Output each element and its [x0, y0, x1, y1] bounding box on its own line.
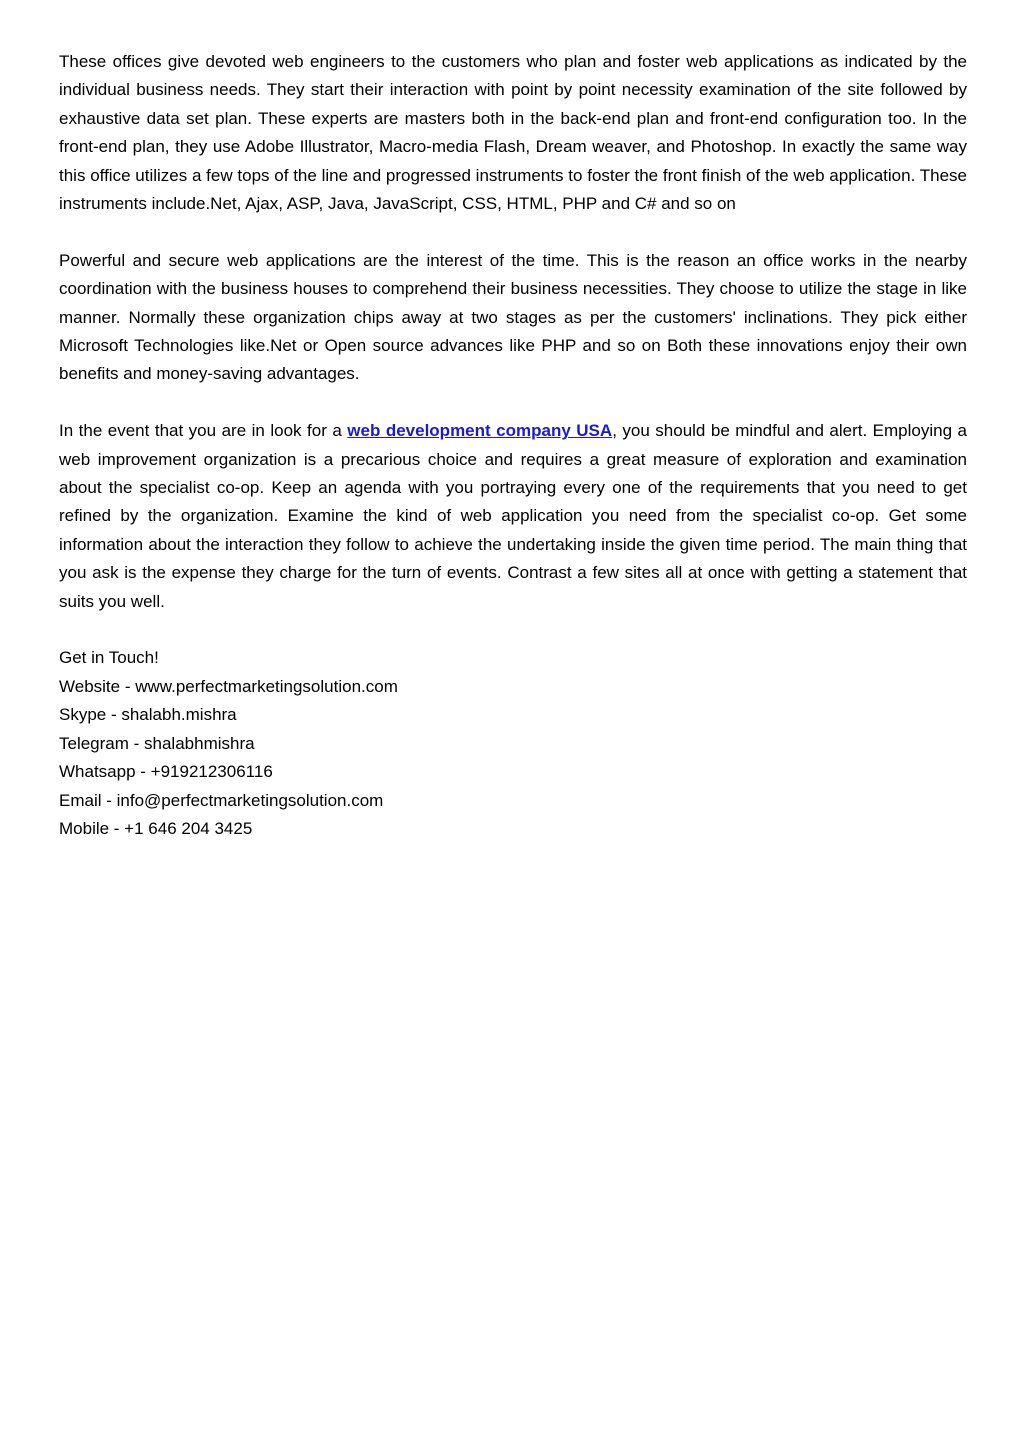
paragraph-secure-apps: Powerful and secure web applications are the interest of the time. This is the reason an office works in the nearby coordination with the business houses to comprehend their business necessities. They choose to utilize the stage in like manner. Normally these organization chips away at two stages as per the customers' inclinations. They pick either Microsoft Technologies like.Net or Open source advances like PHP and so on Both these innovations enjoy their own benefits and money-saving advantages.	[59, 250, 967, 384]
paragraph-hiring-advice-rest: , you should be mindful and alert. Employing a web improvement organization is a precarious choice and requires a great measure of exploration and examination about the specialist co-op. Keep an agenda with you portraying every one of the requirements that you need to get refined by the organization. Examine the kind of web application you need from the specialist co-op. Get some information about the interaction they follow to achieve the undertaking inside the given time period. The main thing that you ask is the expense they charge for the turn of events. Contrast a few sites all at once with getting a statement that suits you well.	[59, 421, 967, 611]
web-development-company-link[interactable]: web development company USA	[347, 421, 613, 441]
paragraph-hiring-advice-lead: In the event that you are in look for a	[59, 421, 348, 441]
contact-skype: Skype - shalabh.mishra	[59, 705, 237, 725]
paragraph-hiring-advice	[59, 417, 967, 616]
contact-mobile: Mobile - +1 646 204 3425	[59, 818, 253, 838]
contact-whatsapp: Whatsapp - +919212306116	[59, 762, 273, 782]
contact-website: Website - www.perfectmarketingsolution.com	[59, 676, 398, 696]
contact-email: Email - info@perfectmarketingsolution.com	[59, 790, 384, 810]
contact-telegram: Telegram - shalabhmishra	[59, 733, 255, 753]
contact-heading: Get in Touch!	[59, 648, 159, 668]
contact-block	[59, 644, 967, 843]
paragraph-intro: These offices give devoted web engineers to the customers who plan and foster web applications as indicated by the individual business needs. They start their interaction with point by point necessity examination of the site followed by exhaustive data set plan. These experts are masters both in the back-end plan and front-end configuration too. In the front-end plan, they use Adobe Illustrator, Macro-media Flash, Dream weaver, and Photoshop. In exactly the same way this office utilizes a few tops of the line and progressed instruments to foster the front finish of the web application. These instruments include.Net, Ajax, ASP, Java, JavaScript, CSS, HTML, PHP and C# and so on	[59, 52, 967, 214]
document-page	[59, 48, 967, 843]
